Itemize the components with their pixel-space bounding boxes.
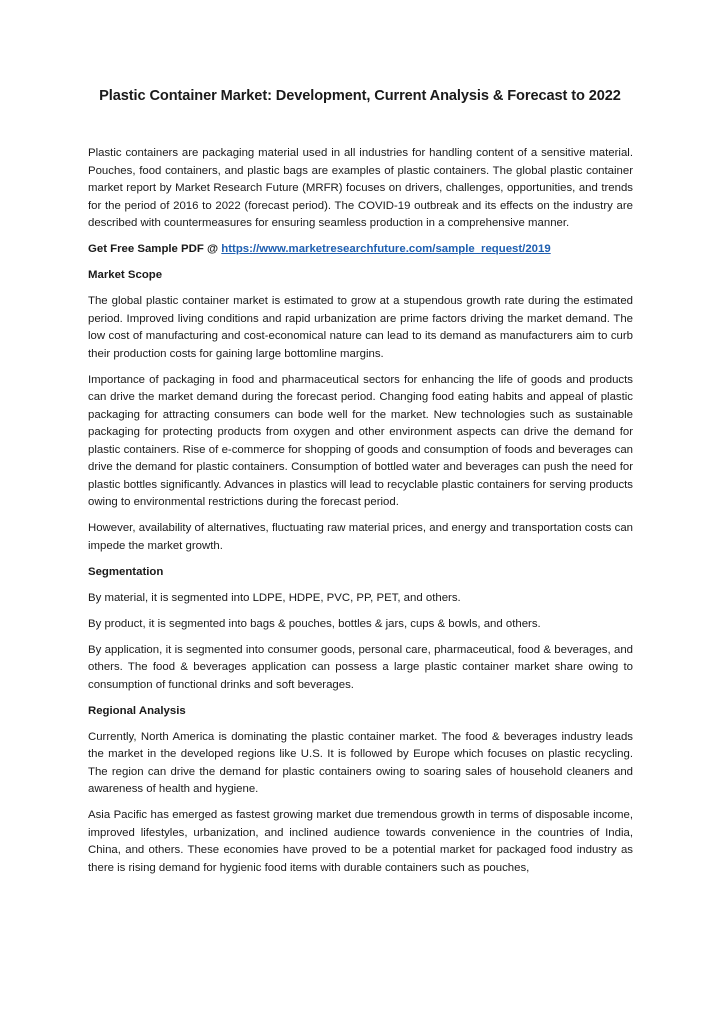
market-scope-paragraph-3: However, availability of alternatives, fluctuating raw material prices, and energy and transportation costs can impede the market growth. — [88, 522, 633, 552]
market-scope-paragraph-2: Importance of packaging in food and pharmaceutical sectors for enhancing the life of goods and products can drive the market demand during the forecast period. Changing food eating habits and appeal of plastic packaging for attracting consumers can bode well for the market. New technologies such as sustainable packaging for protecting products from oxygen and other environment aspects can drive the demand for plastic containers. Rise of e-commerce for shopping of goods and consumption of foods and beverages can drive the demand for plastic containers. Consumption of bottled water and beverages can push the need for plastic bottles significantly. Advances in plastics will lead to recyclable plastic containers for serving products owing to environmental restrictions during the forecast period. — [88, 373, 633, 508]
segmentation-paragraph-3: By application, it is segmented into consumer goods, personal care, pharmaceutical, food & beverages, and others. The food & beverages application can possess a large plastic container market share owing to consumption of functional drinks and soft beverages. — [88, 643, 633, 691]
sample-pdf-link[interactable]: https://www.marketresearchfuture.com/sample_request/2019 — [221, 243, 551, 255]
page-title: Plastic Container Market: Development, Current Analysis & Forecast to 2022 — [99, 88, 621, 104]
regional-paragraph-2: Asia Pacific has emerged as fastest growing market due tremendous growth in terms of disposable income, improved lifestyles, urbanization, and inclined audience towards convenience in the countries of India, China, and others. These economies have proved to be a potential market for packaged food industry as there is rising demand for hygienic food items with durable containers such as pouches, — [88, 809, 633, 874]
segmentation-paragraph-1: By material, it is segmented into LDPE, HDPE, PVC, PP, PET, and others. — [88, 591, 461, 604]
regional-paragraph-1: Currently, North America is dominating the plastic container market. The food & beverages industry leads the market in the developed regions like U.S. It is followed by Europe which focuses on plastic recycling. The region can drive the demand for plastic containers owing to soaring sales of household cleaners and awareness of health and hygiene. — [88, 730, 633, 795]
sample-pdf-line — [88, 241, 633, 259]
segmentation-heading: Segmentation — [88, 565, 164, 578]
intro-paragraph: Plastic containers are packaging material used in all industries for handling content of a sensitive material. Pouches, food containers, and plastic bags are examples of plastic containers. The global plastic container market report by Market Research Future (MRFR) focuses on drivers, challenges, opportunities, and trends for the period of 2016 to 2022 (forecast period). The COVID-19 outbreak and its effects on the industry are described with countermeasures for ensuring seamless production in a comprehensive manner. — [88, 147, 633, 229]
document-body — [88, 145, 633, 886]
regional-analysis-heading: Regional Analysis — [88, 704, 186, 717]
market-scope-paragraph-1: The global plastic container market is estimated to grow at a stupendous growth rate during the estimated period. Improved living conditions and rapid urbanization are prime factors driving the market demand. The low cost of manufacturing and cost-economical nature can lead to its demand as manufacturers aim to curb their production costs for gaining large bottomline margins. — [88, 295, 633, 360]
market-scope-heading: Market Scope — [88, 269, 163, 281]
sample-pdf-label: Get Free Sample PDF @ — [88, 243, 222, 255]
segmentation-paragraph-2: By product, it is segmented into bags & pouches, bottles & jars, cups & bowls, and others. — [88, 617, 541, 630]
